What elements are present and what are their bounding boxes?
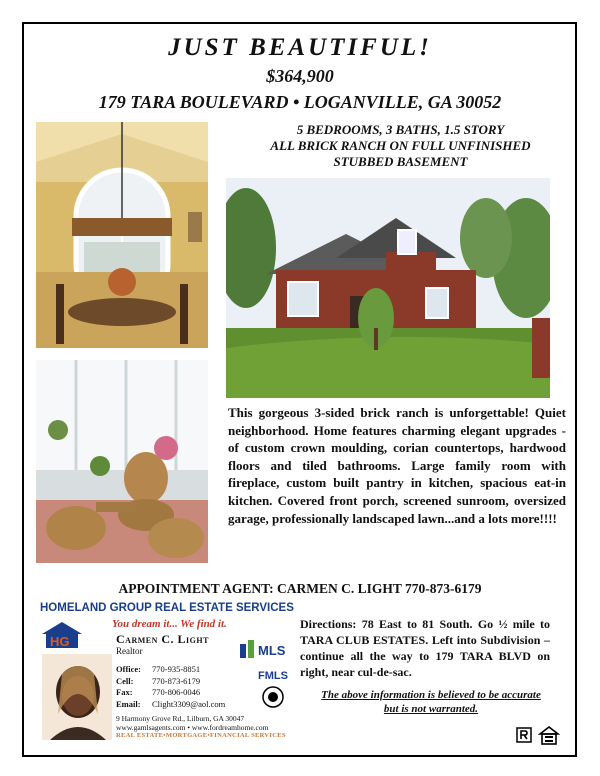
realtor-seal-icon bbox=[262, 686, 284, 708]
realtor-r-icon bbox=[516, 727, 532, 743]
services-line: REAL ESTATE•MORTGAGE•FINANCIAL SERVICES bbox=[116, 732, 286, 739]
contact-row: Fax: 770-806-0046 bbox=[116, 687, 201, 697]
address: 179 TARA BOULEVARD • LOGANVILLE, GA 30052 bbox=[98, 92, 502, 112]
appointment-agent-line: APPOINTMENT AGENT: CARMEN C. LIGHT 770-873-6179 bbox=[118, 581, 482, 596]
property-description: This gorgeous 3-sided brick ranch is unforgettable! Quiet neighborhood. Home features charming elegant upgrades - of custom crown moulding, corian countertops, hardwood floors and tiled bathrooms. Large family room with fireplace, custom built pantry in kitchen, spacious eat-in kitchen. Covered front porch, screened sunroom, oversized garage, professionally landscaped lawn...and a lots more!!!! bbox=[228, 405, 566, 526]
disclaimer bbox=[300, 688, 562, 716]
hg-logo-icon bbox=[40, 620, 110, 650]
tagline: You dream it... We find it. bbox=[112, 618, 227, 630]
office-address: 9 Harmony Grove Rd., Lilburn, GA 30047 bbox=[116, 714, 245, 723]
agent-name: Carmen C. Light bbox=[116, 632, 209, 646]
contact-row: Cell: 770-873-6179 bbox=[116, 675, 201, 686]
house-exterior-photo bbox=[226, 178, 550, 398]
mls-logo-icon bbox=[238, 638, 296, 660]
fmls-logo-icon bbox=[256, 666, 292, 682]
spec-line: ALL BRICK RANCH ON FULL UNFINISHED bbox=[270, 138, 531, 153]
company-name: HOMELAND GROUP REAL ESTATE SERVICES bbox=[40, 602, 294, 614]
svg-text:MLS: MLS bbox=[258, 643, 286, 658]
agent-business-card bbox=[36, 600, 298, 746]
equal-housing-icon bbox=[538, 725, 560, 745]
price: $364,900 bbox=[266, 66, 334, 86]
websites[interactable]: www.gamlsagents.com • www.fordreamhome.com bbox=[116, 723, 269, 732]
svg-text:FMLS: FMLS bbox=[258, 670, 288, 682]
spec-line: 5 BEDROOMS, 3 BATHS, 1.5 STORY bbox=[296, 122, 505, 137]
directions: Directions: 78 East to 81 South. Go ½ mile to TARA CLUB ESTATES. Left into Subdivision – continue all the way to 179 TARA BLVD on right, near cul-de-sac. bbox=[300, 617, 550, 679]
contact-list bbox=[116, 664, 225, 710]
dining-room-photo bbox=[36, 122, 208, 348]
sunroom-photo bbox=[36, 360, 208, 563]
agent-photo bbox=[42, 654, 112, 740]
headline: JUST BEAUTIFUL! bbox=[168, 34, 432, 61]
contact-row: Office: 770-935-8851 bbox=[116, 664, 201, 674]
disclaimer-line: The above information is believed to be accurate bbox=[321, 689, 541, 701]
property-specs bbox=[228, 122, 573, 170]
agent-role: Realtor bbox=[116, 646, 143, 656]
disclaimer-line: but is not warranted. bbox=[383, 703, 479, 715]
contact-row[interactable]: Email: Clight3309@aol.com bbox=[116, 698, 226, 709]
logo-text: HG bbox=[50, 634, 70, 649]
spec-line: STUBBED BASEMENT bbox=[333, 154, 468, 169]
